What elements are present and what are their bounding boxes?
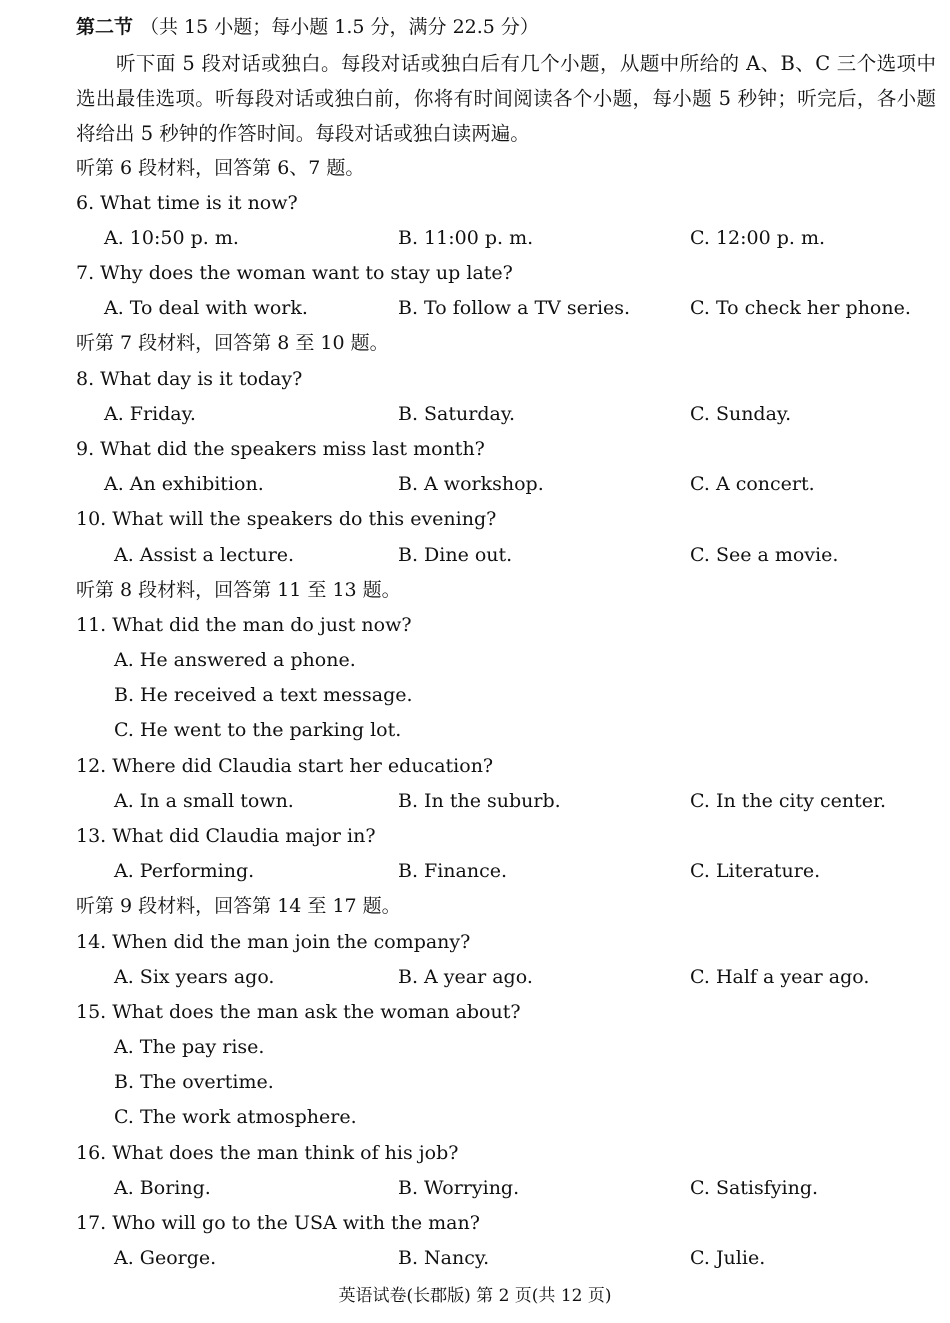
question-stem: 11. What did the man do just now? bbox=[76, 614, 412, 636]
question-options bbox=[0, 397, 950, 432]
option-c: C. In the city center. bbox=[690, 790, 887, 812]
option-a: A. To deal with work. bbox=[104, 297, 308, 319]
question-stem: 14. When did the man join the company? bbox=[76, 931, 471, 953]
option-a: A. In a small town. bbox=[114, 790, 294, 812]
question-stem: 8. What day is it today? bbox=[76, 368, 303, 390]
question-stem: 16. What does the man think of his job? bbox=[76, 1142, 459, 1164]
question-stem: 7. Why does the woman want to stay up late? bbox=[76, 262, 513, 284]
option-b: B. The overtime. bbox=[114, 1071, 274, 1093]
group-intro: 听第 6 段材料，回答第 6、7 题。 bbox=[76, 157, 365, 179]
question-options bbox=[0, 291, 950, 326]
question-options bbox=[0, 1171, 950, 1206]
option-a: A. The pay rise. bbox=[114, 1036, 265, 1058]
question-stem: 15. What does the man ask the woman about? bbox=[76, 1001, 521, 1023]
option-b: B. 11:00 p. m. bbox=[398, 227, 534, 249]
question-options bbox=[0, 784, 950, 819]
page-footer: 英语试卷(长郡版) 第 2 页(共 12 页) bbox=[338, 1286, 612, 1306]
question-options bbox=[0, 960, 950, 995]
option-c: C. Julie. bbox=[690, 1247, 766, 1269]
section-title: 第二节 bbox=[76, 16, 134, 38]
option-b: B. Dine out. bbox=[398, 544, 513, 566]
option-c: C. The work atmosphere. bbox=[114, 1106, 357, 1128]
option-b: B. A year ago. bbox=[398, 966, 533, 988]
section-header bbox=[0, 10, 950, 45]
option-b: B. A workshop. bbox=[398, 473, 544, 495]
option-a: A. Friday. bbox=[104, 403, 196, 425]
section-scoring: （共 15 小题；每小题 1.5 分，满分 22.5 分） bbox=[140, 16, 539, 38]
option-c: C. Half a year ago. bbox=[690, 966, 870, 988]
question-stem: 13. What did Claudia major in? bbox=[76, 825, 376, 847]
question-options bbox=[0, 467, 950, 502]
question-options bbox=[0, 854, 950, 889]
group-intro: 听第 9 段材料，回答第 14 至 17 题。 bbox=[76, 895, 401, 917]
question-options bbox=[0, 538, 950, 573]
question-stem: 12. Where did Claudia start her education? bbox=[76, 755, 494, 777]
option-b: B. Nancy. bbox=[398, 1247, 490, 1269]
option-c: C. A concert. bbox=[690, 473, 815, 495]
option-c: C. 12:00 p. m. bbox=[690, 227, 826, 249]
question-stem: 9. What did the speakers miss last month? bbox=[76, 438, 485, 460]
question-options bbox=[0, 221, 950, 256]
option-b: B. In the suburb. bbox=[398, 790, 561, 812]
option-b: B. He received a text message. bbox=[114, 684, 413, 706]
section-instructions: 听下面 5 段对话或独白。每段对话或独白后有几个小题，从题中所给的 A、B、C 三个选项中选出最佳选项。听每段对话或独白前，你将有时间阅读各个小题，每小题 5 秒钟；听完后，各小题将给出 5 秒钟的作答时间。每段对话或独白读两遍。 bbox=[76, 52, 936, 145]
option-c: C. See a movie. bbox=[690, 544, 839, 566]
group-intro: 听第 8 段材料，回答第 11 至 13 题。 bbox=[76, 579, 401, 601]
option-b: B. Finance. bbox=[398, 860, 508, 882]
option-a: A. 10:50 p. m. bbox=[104, 227, 239, 249]
option-a: A. An exhibition. bbox=[104, 473, 264, 495]
option-a: A. George. bbox=[114, 1247, 217, 1269]
question-options bbox=[0, 1241, 950, 1276]
group-intro: 听第 7 段材料，回答第 8 至 10 题。 bbox=[76, 332, 389, 354]
question-stem: 17. Who will go to the USA with the man? bbox=[76, 1212, 480, 1234]
option-a: A. Boring. bbox=[114, 1177, 211, 1199]
option-b: B. To follow a TV series. bbox=[398, 297, 631, 319]
question-stem: 10. What will the speakers do this evening? bbox=[76, 508, 497, 530]
option-a: A. Assist a lecture. bbox=[114, 544, 295, 566]
option-a: A. Performing. bbox=[114, 860, 255, 882]
option-c: C. To check her phone. bbox=[690, 297, 911, 319]
option-b: B. Worrying. bbox=[398, 1177, 520, 1199]
option-c: C. Literature. bbox=[690, 860, 821, 882]
option-b: B. Saturday. bbox=[398, 403, 516, 425]
option-c: C. He went to the parking lot. bbox=[114, 719, 402, 741]
question-stem: 6. What time is it now? bbox=[76, 192, 298, 214]
option-a: A. He answered a phone. bbox=[114, 649, 356, 671]
option-a: A. Six years ago. bbox=[114, 966, 275, 988]
option-c: C. Satisfying. bbox=[690, 1177, 819, 1199]
option-c: C. Sunday. bbox=[690, 403, 792, 425]
